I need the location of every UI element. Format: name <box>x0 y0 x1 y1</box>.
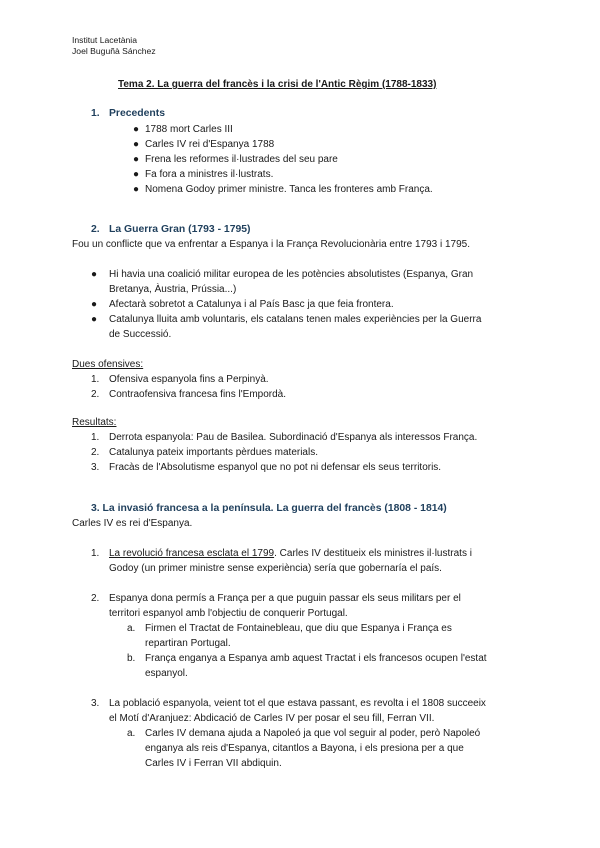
section3-item-number: 2. <box>91 593 100 604</box>
subitem-line: repartiran Portugal. <box>145 638 231 649</box>
offensive-number: 2. <box>91 389 100 400</box>
section2-number: 2. <box>91 224 100 235</box>
section1-bullet: Nomena Godoy primer ministre. Tanca les fronteres amb França. <box>145 184 433 195</box>
section3-item-number: 3. <box>91 698 100 709</box>
page-title: Tema 2. La guerra del francès i la crisi de l'Antic Règim (1788-1833) <box>118 79 437 90</box>
section3-intro: Carles IV es rei d'Espanya. <box>72 518 193 529</box>
section2-bullet-line: de Successió. <box>109 329 172 340</box>
bullet-icon: ● <box>91 299 98 310</box>
section2-bullet-line: Afectarà sobretot a Catalunya i al País Basc ja que feia frontera. <box>109 299 394 310</box>
section3-item-line: Espanya dona permís a França per a que puguin passar els seus militars per el <box>109 593 461 604</box>
header-school: Institut Lacetània <box>72 35 137 45</box>
section3-item-rest: . Carles IV destitueix els ministres il·lustrats i <box>274 548 472 559</box>
result-number: 2. <box>91 447 100 458</box>
section1-bullet: 1788 mort Carles III <box>145 124 233 135</box>
section2-intro: Fou un conflicte que va enfrentar a Espanya i la França Revolucionària entre 1793 i 1795. <box>72 239 471 250</box>
offensive-item: Contraofensiva francesa fins l'Empordà. <box>109 389 286 400</box>
section2-heading: La Guerra Gran (1793 - 1795) <box>109 224 251 235</box>
section1-heading: Precedents <box>109 108 166 119</box>
subitem-line: Carles IV i Ferran VII abdiquin. <box>145 758 282 769</box>
bullet-icon: ● <box>91 314 98 325</box>
subitem-line: enganya als reis d'Espanya, citantlos a Bayona, i els presiona per a que <box>145 743 464 754</box>
section3-item-line <box>109 546 472 561</box>
section1-bullet: Carles IV rei d'Espanya 1788 <box>145 139 275 150</box>
subitem-letter: b. <box>127 653 136 664</box>
offensive-number: 1. <box>91 374 100 385</box>
section3-heading: 3. La invasió francesa a la península. La guerra del francès (1808 - 1814) <box>91 503 447 514</box>
section1-bullet: Fa fora a ministres il·lustrats. <box>145 169 274 180</box>
section3-item-line: el Motí d'Aranjuez: Abdicació de Carles IV per posar el seu fill, Ferran VII. <box>109 713 435 724</box>
offensive-item: Ofensiva espanyola fins a Perpinyà. <box>109 374 269 385</box>
subitem-line: Firmen el Tractat de Fontainebleau, que diu que Espanya i França es <box>145 623 452 634</box>
result-item: Fracàs de l'Absolutisme espanyol que no pot ni defensar els seus territoris. <box>109 462 442 473</box>
bullet-icon: ● <box>133 139 140 150</box>
section3-item-line: La població espanyola, veient tot el que estava passant, es revolta i el 1808 succeeix <box>109 698 486 709</box>
result-number: 3. <box>91 462 100 473</box>
result-item: Catalunya pateix importants pèrdues materials. <box>109 447 318 458</box>
header-author: Joel Buguñà Sánchez <box>72 46 156 56</box>
subitem-letter: a. <box>127 728 136 739</box>
section3-item-underlined: La revolució francesa esclata el 1799 <box>109 548 275 559</box>
subitem-line: França enganya a Espanya amb aquest Tractat i els francesos ocupen l'estat <box>145 653 487 664</box>
result-item: Derrota espanyola: Pau de Basilea. Subordinació d'Espanya als interessos França. <box>109 432 478 443</box>
section2-bullet-line: Catalunya lluita amb voluntaris, els catalans tenen males experiències per la Guerra <box>109 314 482 325</box>
result-number: 1. <box>91 432 100 443</box>
subitem-letter: a. <box>127 623 136 634</box>
bullet-icon: ● <box>91 269 98 280</box>
section2-bullet-line: Hi havia una coalició militar europea de les potències absolutistes (Espanya, Gran <box>109 269 474 280</box>
bullet-icon: ● <box>133 124 140 135</box>
bullet-icon: ● <box>133 169 140 180</box>
results-label: Resultats: <box>72 417 117 428</box>
section3-item-line: territori espanyol amb l'objectiu de conquerir Portugal. <box>109 608 348 619</box>
bullet-icon: ● <box>133 154 140 165</box>
bullet-icon: ● <box>133 184 140 195</box>
subitem-line: espanyol. <box>145 668 188 679</box>
offensives-label: Dues ofensives: <box>72 359 144 370</box>
subitem-line: Carles IV demana ajuda a Napoleó ja que vol seguir al poder, però Napoleó <box>145 728 481 739</box>
section3-item-line: Godoy (un primer ministre sense experiència) sería que gobernaría el país. <box>109 563 442 574</box>
section2-bullet-line: Bretanya, Àustria, Prússia...) <box>109 284 237 295</box>
section3-item-number: 1. <box>91 548 100 559</box>
section1-number: 1. <box>91 108 100 119</box>
section1-bullet: Frena les reformes il·lustrades del seu pare <box>145 154 338 165</box>
